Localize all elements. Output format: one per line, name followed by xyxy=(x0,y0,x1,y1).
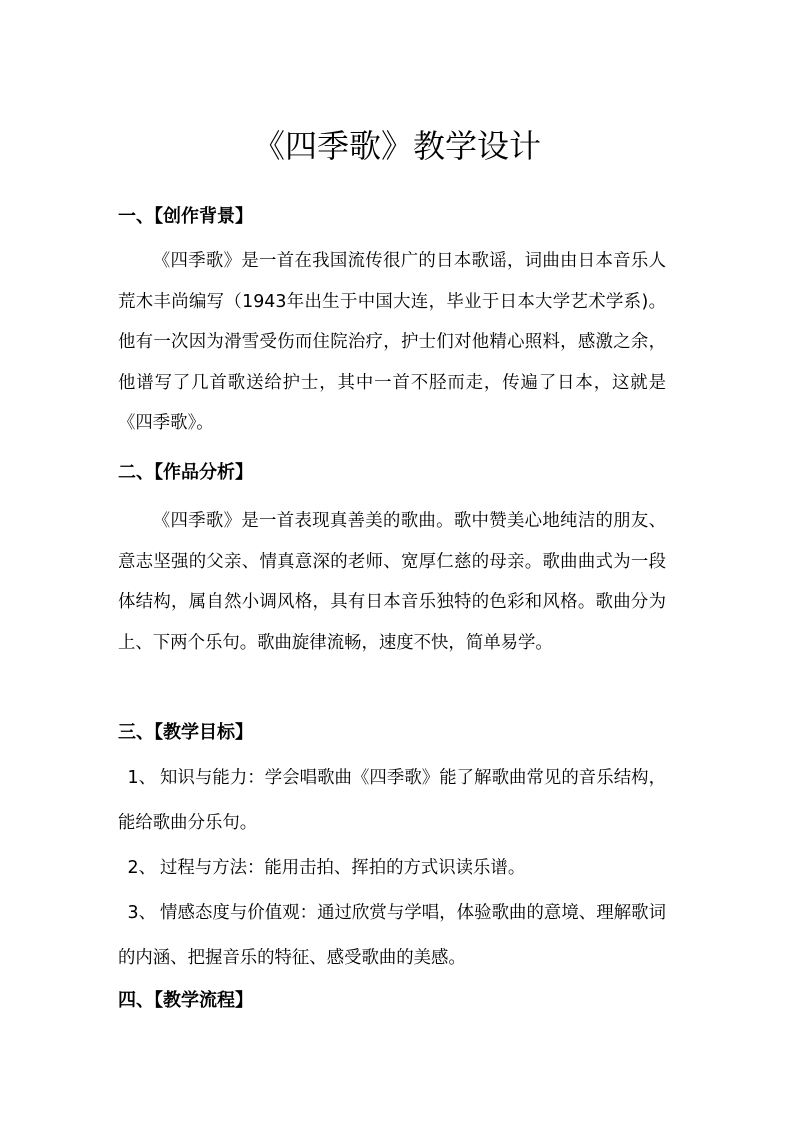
objective-item-1 xyxy=(118,756,666,846)
section-heading-background: 一、【创作背景】 xyxy=(118,206,253,227)
objective-number-1: 1、 xyxy=(127,768,156,788)
section-body-background: 《四季歌》是一首在我国流传很广的日本歌谣，词曲由日本音乐人荒木丰尚编写（1943年出生于中国大连，毕业于日本大学艺术学系)。他有一次因为滑雪受伤而住院治疗，护士们对他精心照料，感激之余，他谱写了几首歌送给护士，其中一首不胫而走，传遍了日本，这就是《四季歌》。 xyxy=(118,251,666,433)
objective-number-2: 2、 xyxy=(127,858,156,878)
objective-text-2: 过程与方法：能用击拍、挥拍的方式识读乐谱。 xyxy=(160,858,526,878)
objective-number-3: 3、 xyxy=(127,903,156,923)
section-heading-analysis: 二、【作品分析】 xyxy=(118,462,253,483)
section-heading-process: 四、【教学流程】 xyxy=(118,990,253,1011)
objective-text-1: 知识与能力：学会唱歌曲《四季歌》能了解歌曲常见的音乐结构，能给歌曲分乐句。 xyxy=(118,768,666,833)
objective-item-3 xyxy=(118,891,666,981)
objective-text-3: 情感态度与价值观：通过欣赏与学唱，体验歌曲的意境、理解歌词的内涵、把握音乐的特征、感受歌曲的美感。 xyxy=(118,903,666,968)
section-heading-objectives: 三、【教学目标】 xyxy=(118,722,253,743)
objective-item-2 xyxy=(118,846,666,891)
section-body-analysis: 《四季歌》是一首表现真善美的歌曲。歌中赞美心地纯洁的朋友、意志坚强的父亲、情真意深的老师、宽厚仁慈的母亲。歌曲曲式为一段体结构，属自然小调风格，具有日本音乐独特的色彩和风格。歌曲分为上、下两个乐句。歌曲旋律流畅，速度不快，简单易学。 xyxy=(118,511,666,653)
document-title: 《四季歌》教学设计 xyxy=(252,127,541,165)
